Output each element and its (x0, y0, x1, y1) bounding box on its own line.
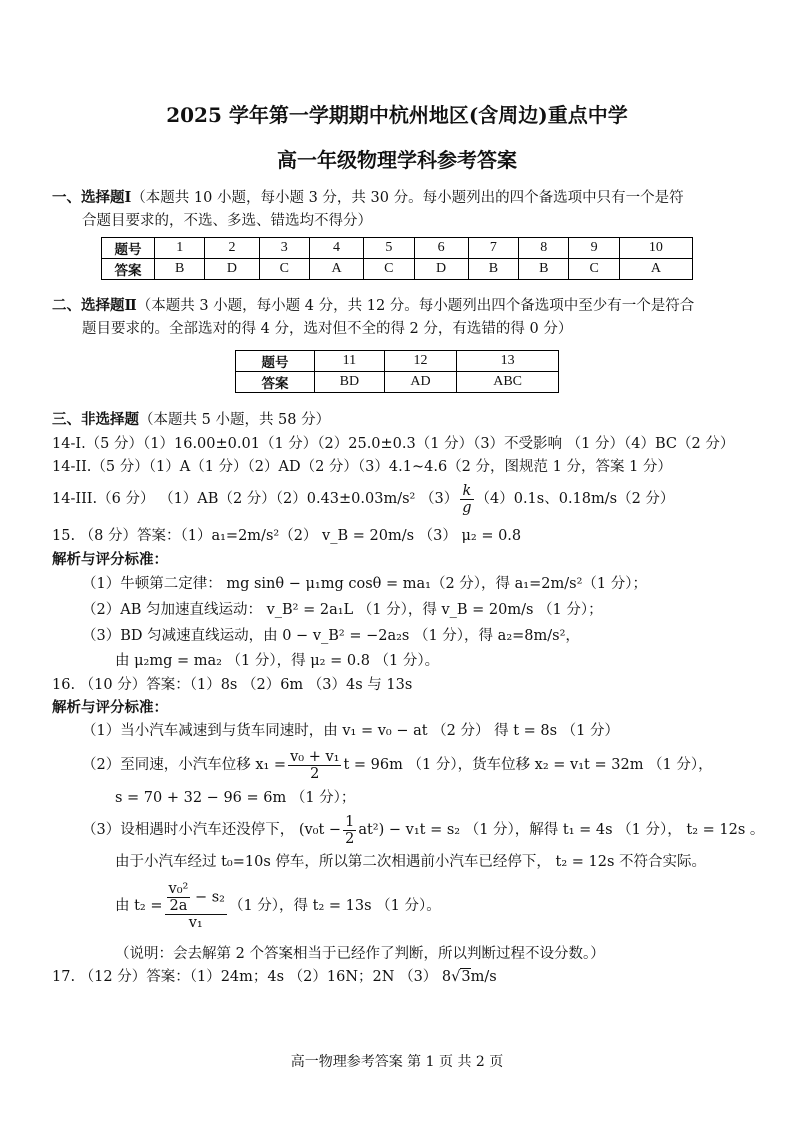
q15-step-3: （3）BD 匀减速直线运动，由 0 − v_B² = −2a₂s （1 分），得 a₂=8m/s²， (82, 628, 580, 644)
q15-step-2: （2）AB 匀加速直线运动： v_B² = 2a₁L （1 分），得 v_B = 20m/s （1 分）； (82, 602, 603, 618)
table-cell: 4 (309, 238, 363, 259)
section1-heading: 一、选择题Ⅰ (52, 189, 132, 206)
table-cell: D (414, 259, 468, 280)
section3-line: 三、非选择题（本题共 5 小题，共 58 分） (52, 411, 331, 428)
table-cell: 1 (155, 238, 205, 259)
section2-heading: 二、选择题Ⅱ (52, 297, 137, 314)
table-cell: 3 (259, 238, 309, 259)
fraction-one-half: $\frac{1}{2}$ (345, 813, 355, 847)
table-cell: C (569, 259, 619, 280)
row-label-number: 题号 (102, 238, 155, 259)
table-cell: 6 (414, 238, 468, 259)
table-row-numbers (236, 351, 559, 372)
table-cell: 2 (205, 238, 259, 259)
table-cell: 10 (619, 238, 692, 259)
q16-step-2: （2）至同速，小汽车位移 x₁ = $\frac{\text{v₀ + v₁}}{2}$ t = 96m （1 分），货车位移 x₂ = v₁t = 32m （1 分）， (82, 748, 713, 782)
page-title: 2025 学年第一学期期中杭州地区(含周边)重点中学 (166, 103, 628, 127)
table-row-answers (102, 259, 693, 280)
fraction-t2: $\frac{\text{v₀²}}{2a}$ − s₂ v₁ (165, 881, 227, 931)
table-cell: 11 (315, 351, 385, 372)
section2-desc-line2: 题目要求的。全部选对的得 4 分，选对但不全的得 2 分，有选错的得 0 分） (82, 321, 573, 337)
table-cell: ABC (457, 372, 559, 393)
q14-2-answer: 14-II.（5 分）（1）A（1 分）（2）AD（2 分）（3）4.1~4.6（2 分，图规范 1 分，答案 1 分） (52, 459, 672, 475)
section1-desc-line1: 一、选择题Ⅰ（本题共 10 小题，每小题 3 分，共 30 分。每小题列出的四个备选项中只有一个是符 (52, 189, 684, 206)
page-subtitle: 高一年级物理学科参考答案 (277, 148, 517, 172)
q15-answer: 15. （8 分）答案：（1）a₁=2m/s²（2） v_B = 20m/s （3） μ₂ = 0.8 (52, 528, 522, 544)
q16-step-2b: s = 70 + 32 − 96 = 6m （1 分）； (115, 790, 356, 806)
table-cell: 5 (364, 238, 414, 259)
table-row-numbers (102, 238, 693, 259)
section2-answer-table (235, 350, 559, 393)
section1-answer-table (101, 237, 693, 280)
q16-step-3: （3）设相遇时小汽车还没停下， (v₀t − $\frac{1}{2}$ at²) − v₁t = s₂ （1 分），解得 t₁ = 4s （1 分）， t₂ = 12s 。 (82, 813, 765, 847)
fraction-k-over-g: $\frac{k}{g}$ (462, 482, 472, 516)
table-cell: 13 (457, 351, 559, 372)
section3-heading: 三、非选择题 (52, 411, 139, 428)
q14-3-answer: 14-III.（6 分） （1）AB（2 分）（2）0.43±0.03m/s² （3） $\frac{k}{g}$ （4）0.1s、0.18m/s（2 分） (52, 482, 675, 516)
sqrt-argument: 3 (461, 969, 471, 985)
table-cell: A (309, 259, 363, 280)
q16-note: （说明：会去解第 2 个答案相当于已经作了判断，所以判断过程不设分数。） (115, 946, 605, 962)
table-cell: 9 (569, 238, 619, 259)
table-cell: B (155, 259, 205, 280)
sqrt-symbol: √ (451, 969, 461, 985)
table-cell: A (619, 259, 692, 280)
page-footer: 高一物理参考答案 第 1 页 共 2 页 (290, 1054, 504, 1070)
q15-step-1: （1）牛顿第二定律： mg sinθ − μ₁mg cosθ = ma₁（2 分），得 a₁=2m/s²（1 分）； (82, 576, 647, 592)
table-cell: C (259, 259, 309, 280)
section1-desc-line2: 合题目要求的，不选、多选、错选均不得分） (82, 213, 372, 229)
row-label-answer: 答案 (102, 259, 155, 280)
table-cell: AD (384, 372, 456, 393)
row-label-number: 题号 (236, 351, 315, 372)
q16-step-1: （1）当小汽车减速到与货车同速时，由 v₁ = v₀ − at （2 分） 得 t = 8s （1 分） (82, 723, 620, 739)
table-cell: D (205, 259, 259, 280)
table-cell: 7 (468, 238, 518, 259)
q15-criteria-heading: 解析与评分标准： (52, 551, 168, 568)
table-cell: BD (315, 372, 385, 393)
table-cell: B (468, 259, 518, 280)
q16-criteria-heading: 解析与评分标准： (52, 699, 168, 716)
fraction-v0-plus-v1-over-2: $\frac{\text{v₀ + v₁}}{2}$ (290, 748, 340, 782)
q16-step-4: 由于小汽车经过 t₀=10s 停车，所以第二次相遇前小汽车已经停下， t₂ = 12s 不符合实际。 (115, 854, 707, 870)
q17-answer: 17. （12 分）答案：（1）24m；4s （2）16N；2N （3） 8√3m/s (52, 969, 497, 985)
row-label-answer: 答案 (236, 372, 315, 393)
table-row-answers (236, 372, 559, 393)
table-cell: 8 (519, 238, 569, 259)
section2-desc-line1: 二、选择题Ⅱ（本题共 3 小题，每小题 4 分，共 12 分。每小题列出四个备选项中至少有一个是符合 (52, 297, 695, 314)
q16-answer: 16. （10 分）答案：（1）8s （2）6m （3）4s 与 13s (52, 677, 413, 693)
q15-step-4: 由 μ₂mg = ma₂ （1 分），得 μ₂ = 0.8 （1 分）。 (115, 653, 440, 669)
q14-1-answer: 14-I.（5 分）（1）16.00±0.01（1 分）（2）25.0±0.3（1 分）（3）不受影响 （1 分）（4）BC（2 分） (52, 436, 735, 452)
table-cell: B (519, 259, 569, 280)
q16-step-5: 由 t₂ = $\frac{\text{v₀²}}{2a}$ − s₂ v₁ （1 分），得 t₂ = 13s （1 分）。 (115, 881, 441, 931)
table-cell: 12 (384, 351, 456, 372)
table-cell: C (364, 259, 414, 280)
